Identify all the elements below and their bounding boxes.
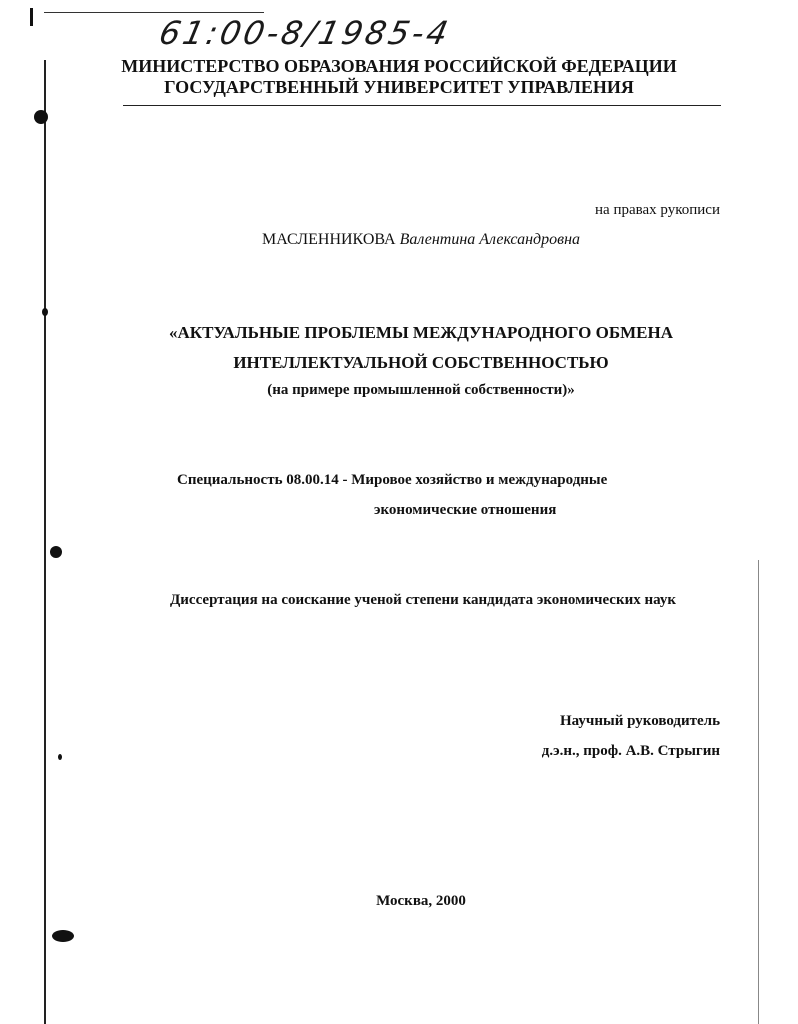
institution-header xyxy=(0,56,798,98)
ink-blot xyxy=(50,546,62,558)
advisor-name: д.э.н., проф. А.В. Стрыгин xyxy=(541,743,720,759)
handwritten-registration-number: 61:00-8/1985-4 xyxy=(155,14,455,52)
ink-blot xyxy=(58,754,62,760)
ink-blot xyxy=(34,110,48,124)
dissertation-title xyxy=(0,318,798,378)
manuscript-note: на правах рукописи xyxy=(595,202,720,218)
scan-top-line xyxy=(44,12,264,13)
dissertation-subtitle: (на примере промышленной собственности)» xyxy=(267,382,575,398)
ink-blot xyxy=(52,930,74,942)
ministry-name: МИНИСТЕРСТВО ОБРАЗОВАНИЯ РОССИЙСКОЙ ФЕДЕРАЦИИ xyxy=(121,56,677,76)
title-line-2: ИНТЕЛЛЕКТУАЛЬНОЙ СОБСТВЕННОСТЬЮ xyxy=(233,353,609,372)
specialty-line-1: Специальность 08.00.14 - Мировое хозяйство и международные xyxy=(177,472,608,488)
scan-right-edge xyxy=(758,560,759,1024)
specialty-line-2: экономические отношения xyxy=(374,502,557,518)
author-name xyxy=(0,231,798,249)
scan-edge-mark xyxy=(30,8,33,26)
ink-blot xyxy=(42,308,48,316)
degree-statement: Диссертация на соискание ученой степени кандидата экономических наук xyxy=(169,592,677,608)
university-name: ГОСУДАРСТВЕННЫЙ УНИВЕРСИТЕТ УПРАВЛЕНИЯ xyxy=(164,77,634,97)
author-given-names: Валентина Александровна xyxy=(399,231,580,248)
advisor-label: Научный руководитель xyxy=(560,713,720,729)
header-divider xyxy=(123,105,721,106)
title-line-1: «АКТУАЛЬНЫЕ ПРОБЛЕМЫ МЕЖДУНАРОДНОГО ОБМЕНА xyxy=(169,323,673,342)
scan-left-edge xyxy=(44,60,46,1024)
author-surname: МАСЛЕННИКОВА xyxy=(262,231,396,248)
city-and-year: Москва, 2000 xyxy=(376,893,466,909)
